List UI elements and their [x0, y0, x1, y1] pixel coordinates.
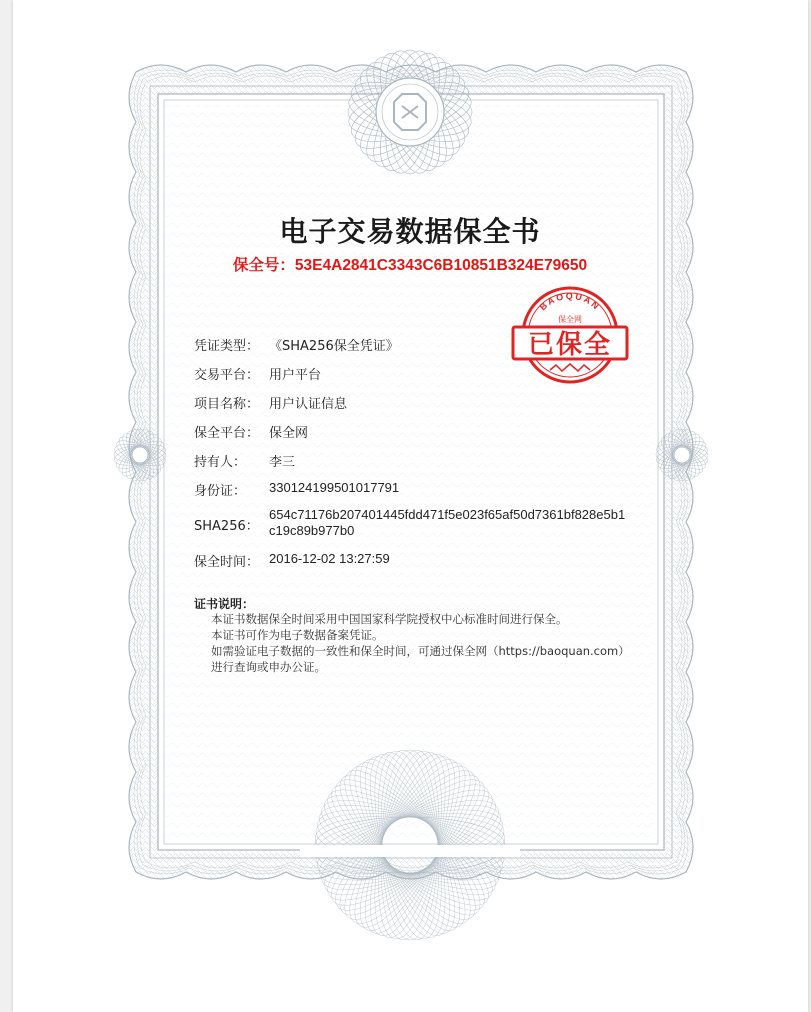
note-line: 进行查询或申办公证。: [211, 660, 326, 674]
field-label-sha256: SHA256：: [194, 519, 259, 534]
field-label-preservation-time: 保全时间：: [194, 555, 260, 570]
field-value-sha256: 654c71176b207401445fdd471f5e023f65af50d7361bf828e5b1c19c89b977b0: [269, 507, 626, 538]
svg-text:已保全: 已保全: [527, 330, 613, 360]
note-line: 如需验证电子数据的一致性和保全时间，可通过保全网（https://baoquan.com）: [211, 644, 630, 658]
certificate-number-value: 53E4A2841C3343C6B10851B324E79650: [294, 257, 588, 274]
field-label-project-name: 项目名称：: [194, 397, 260, 412]
field-value-project-name: 用户认证信息: [269, 397, 348, 412]
field-value-preservation-platform: 保全网: [269, 426, 309, 441]
note-line: 本证书数据保全时间采用中国国家科学院授权中心标准时间进行保全。: [211, 612, 568, 626]
note-line: 本证书可作为电子数据备案凭证。: [211, 628, 384, 642]
field-value-holder: 李三: [269, 455, 296, 470]
field-label-trade-platform: 交易平台：: [194, 368, 260, 383]
field-value-id-card: 330124199501017791: [269, 480, 400, 495]
notes-heading: 证书说明：: [194, 597, 255, 611]
certificate-number-label: 保全号：: [232, 257, 295, 274]
certificate-number: [160, 253, 660, 275]
svg-text:BAOQUAN: BAOQUAN: [537, 290, 603, 313]
certificate-title: 电子交易数据保全书: [279, 215, 541, 248]
field-label-id-card: 身份证：: [194, 484, 247, 499]
field-value-trade-platform: 用户平台: [269, 368, 322, 383]
field-label-holder: 持有人：: [194, 455, 247, 470]
field-value-voucher-type: 《SHA256保全凭证》: [269, 339, 399, 354]
svg-text:保全网: 保全网: [558, 315, 582, 324]
field-label-voucher-type: 凭证类型：: [194, 339, 260, 354]
field-value-preservation-time: 2016-12-02 13:27:59: [269, 551, 390, 566]
field-label-preservation-platform: 保全平台：: [194, 426, 260, 441]
baoquan-seal-stamp: [510, 285, 630, 385]
